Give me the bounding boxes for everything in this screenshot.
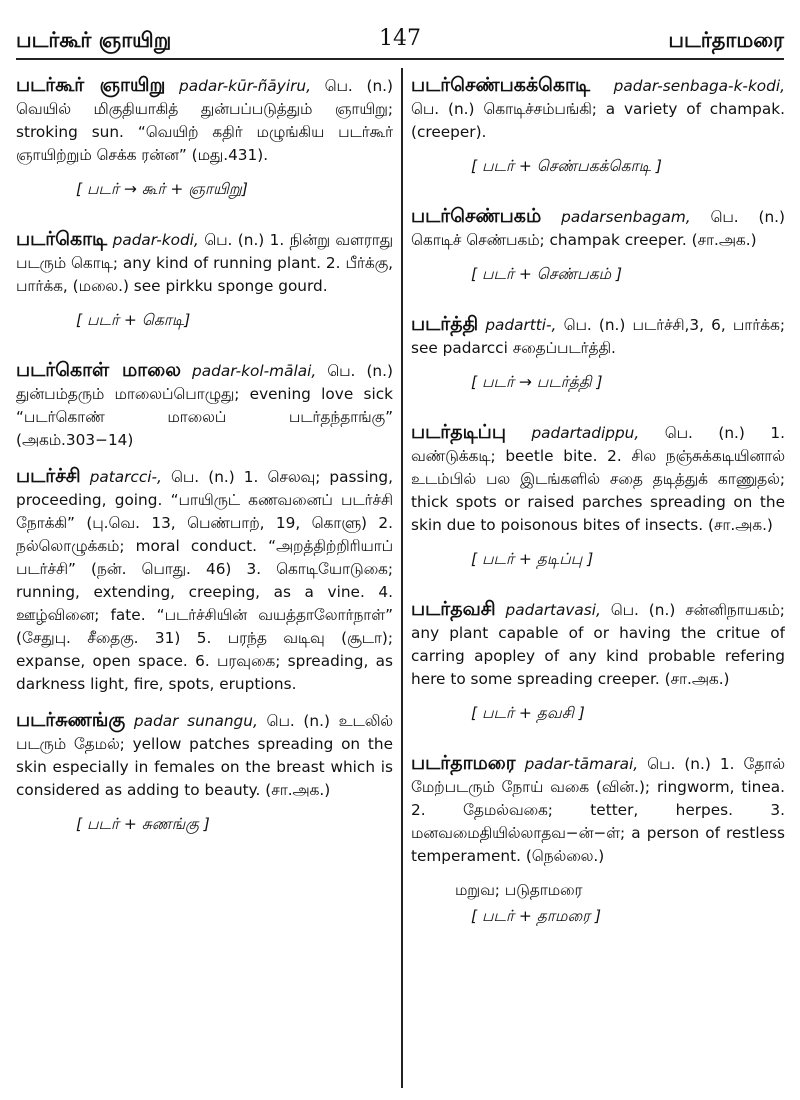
entry-headword: படர்செண்பகக்கொடி [411,74,591,96]
entry-definition: பெ. (n.) கொடிச்சம்பங்கி; a variety of champak. (creeper). [411,100,785,141]
entry-transliteration: padar-tāmarai, [524,755,639,773]
entry-etymology: [ படர் + கொடி] [76,311,191,329]
entry-transliteration: padartti-, [485,316,557,334]
dictionary-entry [411,74,785,144]
entry-definition: பெ. (n.) 1. வண்டுக்கடி; beetle bite. 2. சில நஞ்சுக்கடியினால் உடம்பில் பல இடங்களில் சதை தடித்துக் காணுதல்; thick spots or raised parches spreading on the skin due to poisonous bites of insects. (சா.அக.) [411,424,785,534]
entry-definition: பெ. (n.) சன்னிநாயகம்; any plant capable of or having the critue of carring apopley of any kind probable refering here to some spreading creeper. (சா.அக.) [411,601,785,688]
entry-headword: படர்கொடி [16,228,108,250]
entry-transliteration: padar sunangu, [133,712,258,730]
right-column [411,74,785,1084]
entry-transliteration: padar-kol-mālai, [192,362,317,380]
entry-headword: படர்தவசி [411,598,496,620]
dictionary-entry [411,313,785,360]
header-left-guideword: படர்கூர் ஞாயிறு [16,28,172,52]
entry-headword: படர்ச்சி [16,465,81,487]
entry-headword: படர்த்தி [411,313,479,335]
entry-etymology: [ படர் + தவசி ] [471,704,585,722]
entry-etymology: [ படர் → கூர் + ஞாயிறு] [76,180,248,198]
entry-definition: பெ. (n.) கொடிச் செண்பகம்; champak creeper. (சா.அக.) [411,208,785,249]
entry-definition: பெ. (n.) துன்பம்தரும் மாலைப்பொழுது; evening love sick “படர்கொண் மாலைப் படர்தந்தாங்கு” (அகம்.303−14) [16,362,393,449]
entry-transliteration: patarcci-, [89,468,162,486]
entry-definition: பெ. (n.) படர்ச்சி,3, 6, பார்க்க; see padarcci சதைப்படர்த்தி. [411,316,785,357]
dictionary-entry [411,598,785,691]
dictionary-entry [411,205,785,252]
entry-transliteration: padarsenbagam, [561,208,691,226]
entry-etymology: [ படர் + செண்பகக்கொடி ] [471,157,662,175]
dictionary-entry [16,465,393,696]
dictionary-entry [16,359,393,452]
entry-headword: படர்சுணங்கு [16,709,126,731]
entry-etymology: [ படர் → படர்த்தி ] [471,373,603,391]
entry-headword: படர்கொள் மாலை [16,359,181,381]
page-header [16,24,784,60]
entry-etymology: [ படர் + தடிப்பு ] [471,550,594,568]
entry-definition: பெ. (n.) வெயில் மிகுதியாகித் துன்பப்படுத்தும் ஞாயிறு; stroking sun. “வெயிற் கதிர் மழுங்கிய படர்கூர் ஞாயிற்றும் செக்க ரன்ன” (மது.431). [16,77,393,164]
column-divider [401,68,403,1088]
entry-variant-note: மறுவ; படுதாமரை [455,881,583,899]
dictionary-entry [16,228,393,298]
entry-transliteration: padar-kūr-ñāyiru, [179,77,311,95]
entry-transliteration: padartavasi, [505,601,601,619]
entry-transliteration: padar-kodi, [112,231,199,249]
entry-headword: படர்தாமரை [411,752,516,774]
entry-headword: படர்கூர் ஞாயிறு [16,74,166,96]
entry-definition: பெ. (n.) 1. தோல் மேற்படரும் நோய் வகை (வின்.); ringworm, tinea. 2. தேமல்வகை; tetter, herpes. 3. மனவமைதியில்லாதவ−ன்−ள்; a person of restless temperament. (நெல்லை.) [411,755,785,865]
entry-etymology: [ படர் + தாமரை ] [471,907,602,925]
entry-transliteration: padar-senbaga-k-kodi, [613,77,785,95]
dictionary-entry [411,752,785,868]
entry-definition: பெ. (n.) 1. நின்று வளராது படரும் கொடி; any kind of running plant. 2. பீர்க்கு, பார்க்க, (மலை.) see pirkku sponge gourd. [16,231,393,295]
entry-headword: படர்தடிப்பு [411,421,506,443]
entry-transliteration: padartadippu, [531,424,640,442]
entry-etymology: [ படர் + சுணங்கு ] [76,815,210,833]
entry-definition: பெ. (n.) 1. செலவு; passing, proceeding, going. “பாயிருட் கணவனைப் படர்ச்சி நோக்கி” (பு.வெ. 13, பெண்பாற், 19, கொளு) 2. நல்லொழுக்கம்; moral conduct. “அறத்திற்றிரியாப் படர்ச்சி” (நன். பொது. 46) 3. கொடியோடுகை; running, extending, creeping, as a vine. 4. ஊழ்வினை; fate. “படர்ச்சியின் வயத்தாலோர்நாள்” (சேதுபு. சீதைகு. 31) 5. பரந்த வடிவு (சூடா); expanse, open space. 6. பரவுகை; spreading, as darkness light, fire, spots, eruptions. [16,468,393,693]
entry-headword: படர்செண்பகம் [411,205,542,227]
entry-etymology: [ படர் + செண்பகம் ] [471,265,623,283]
dictionary-entry [16,74,393,167]
dictionary-entry [16,709,393,802]
left-column [16,74,393,1084]
dictionary-entry [411,421,785,537]
header-right-guideword: படர்தாமரை [668,28,784,52]
entry-definition: பெ. (n.) உடலில் படரும் தேமல்; yellow patches spreading on the skin especially in females on the breast which is considered as adding to beauty. (சா.அக.) [16,712,393,799]
page-number: 147 [379,26,421,51]
